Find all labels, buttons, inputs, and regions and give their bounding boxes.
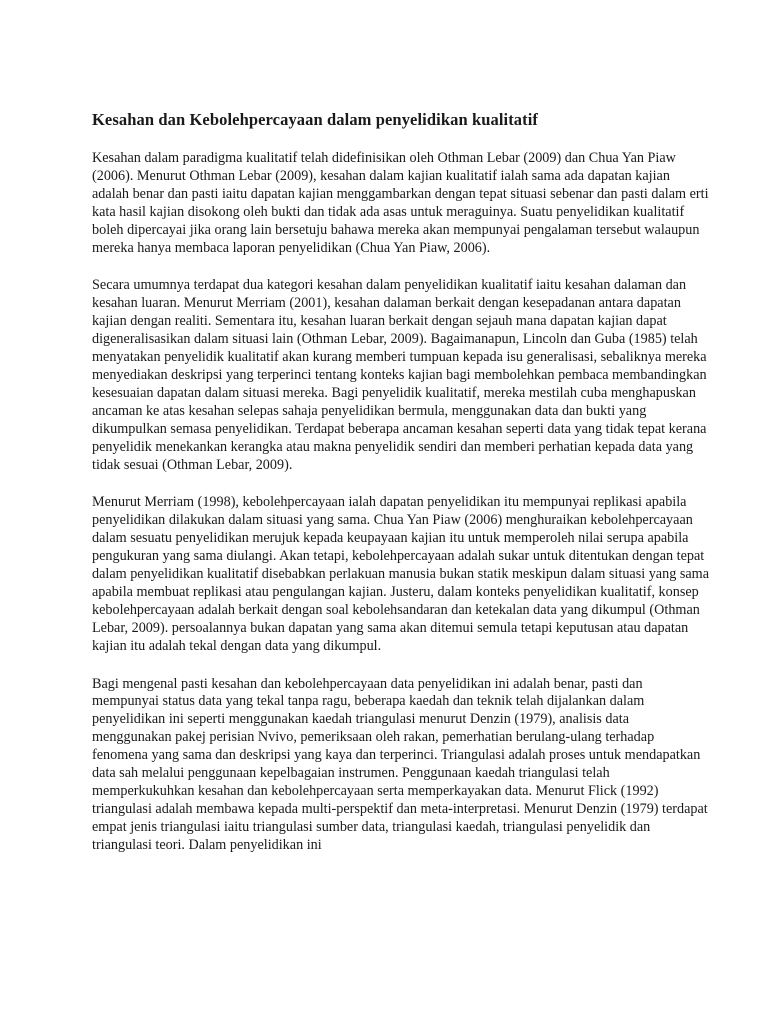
document-title: Kesahan dan Kebolehpercayaan dalam penyelidikan kualitatif — [92, 110, 539, 129]
paragraph-1: Kesahan dalam paradigma kualitatif telah didefinisikan oleh Othman Lebar (2009) dan Chua Yan Piaw (2006). Menurut Othman Lebar (2009), kesahan dalam kajian kualitatif ialah sama ada dapatan kajian adalah benar dan pasti iaitu dapatan kajian menggambarkan dengan tepat situasi sebenar dan pasti dalam erti kata hasil kajian disokong oleh bukti dan tidak ada asas untuk meraguinya. Suatu penyelidikan kualitatif boleh dipercayai jika orang lain bersetuju bahawa mereka akan mempunyai pengalaman tersebut walaupun mereka hanya membaca laporan penyelidikan (Chua Yan Piaw, 2006). — [92, 150, 709, 256]
paragraph-4: Bagi mengenal pasti kesahan dan kebolehpercayaan data penyelidikan ini adalah benar, pasti dan mempunyai status data yang tekal tanpa ragu, beberapa kaedah dan teknik telah dijalankan dalam penyelidikan ini seperti menggunakan kaedah triangulasi menurut Denzin (1979), analisis data menggunakan pakej perisian Nvivo, pemeriksaan oleh rakan, pemerhatian berulang-ulang terhadap fenomena yang sama dan deskripsi yang kaya dan terperinci. Triangulasi adalah proses untuk mendapatkan data sah melalui penggunaan kepelbagaian instrumen. Penggunaan kaedah triangulasi telah memperkukuhkan kesahan dan kebolehpercayaan serta memperkayakan data. Menurut Flick (1992) triangulasi adalah membawa kepada multi-perspektif dan meta-interpretasi. Menurut Denzin (1979) terdapat empat jenis triangulasi iaitu triangulasi sumber data, triangulasi kaedah, triangulasi penyelidik dan triangulasi teori. Dalam penyelidikan ini — [92, 675, 708, 853]
paragraph-3: Menurut Merriam (1998), kebolehpercayaan ialah dapatan penyelidikan itu mempunyai replikasi apabila penyelidikan dilakukan dalam situasi yang sama. Chua Yan Piaw (2006) menghuraikan kebolehpercayaan dalam sesuatu penyelidikan merujuk kepada keupayaan kajian itu untuk memperoleh nilai serupa apabila pengukuran yang sama diulangi. Akan tetapi, kebolehpercayaan adalah sukar untuk ditentukan dengan tepat dalam penyelidikan kualitatif disebabkan perlakuan manusia bukan statik meskipun dalam situasi yang sama apabila membuat replikasi atau pengulangan kajian. Justeru, dalam konteks penyelidikan kualitatif, konsep kebolehpercayaan adalah berkait dengan soal kebolehsandaran dan ketekalan data yang dikumpul (Othman Lebar, 2009). persoalannya bukan dapatan yang sama akan ditemui semula tetapi keputusan atau dapatan kajian itu adalah tekal dengan data yang dikumpul. — [92, 494, 709, 654]
paragraph-2: Secara umumnya terdapat dua kategori kesahan dalam penyelidikan kualitatif iaitu kesahan dalaman dan kesahan luaran. Menurut Merriam (2001), kesahan dalaman berkait dengan kesepadanan antara dapatan kajian dengan realiti. Sementara itu, kesahan luaran berkait dengan sejauh mana dapatan kajian dapat digeneralisasikan dalam situasi lain (Othman Lebar, 2009). Bagaimanapun, Lincoln dan Guba (1985) telah menyatakan penyelidik kualitatif akan kurang memberi tumpuan kepada isu generalisasi, sebaliknya mereka menyediakan deskripsi yang terperinci tentang konteks kajian bagi membolehkan pembaca membandingkan kesesuaian dapatan dalam situasi mereka. Bagi penyelidik kualitatif, mereka mestilah cuba menghapuskan ancaman ke atas kesahan selepas sahaja penyelidikan bermula, menggunakan data dan bukti yang dikumpulkan semasa penyelidikan. Terdapat beberapa ancaman kesahan seperti data yang tidak tepat kerana penyelidik menekankan kerangka atau makna penyelidik sendiri dan memberi perhatian kepada data yang tidak sesuai (Othman Lebar, 2009). — [92, 277, 707, 473]
